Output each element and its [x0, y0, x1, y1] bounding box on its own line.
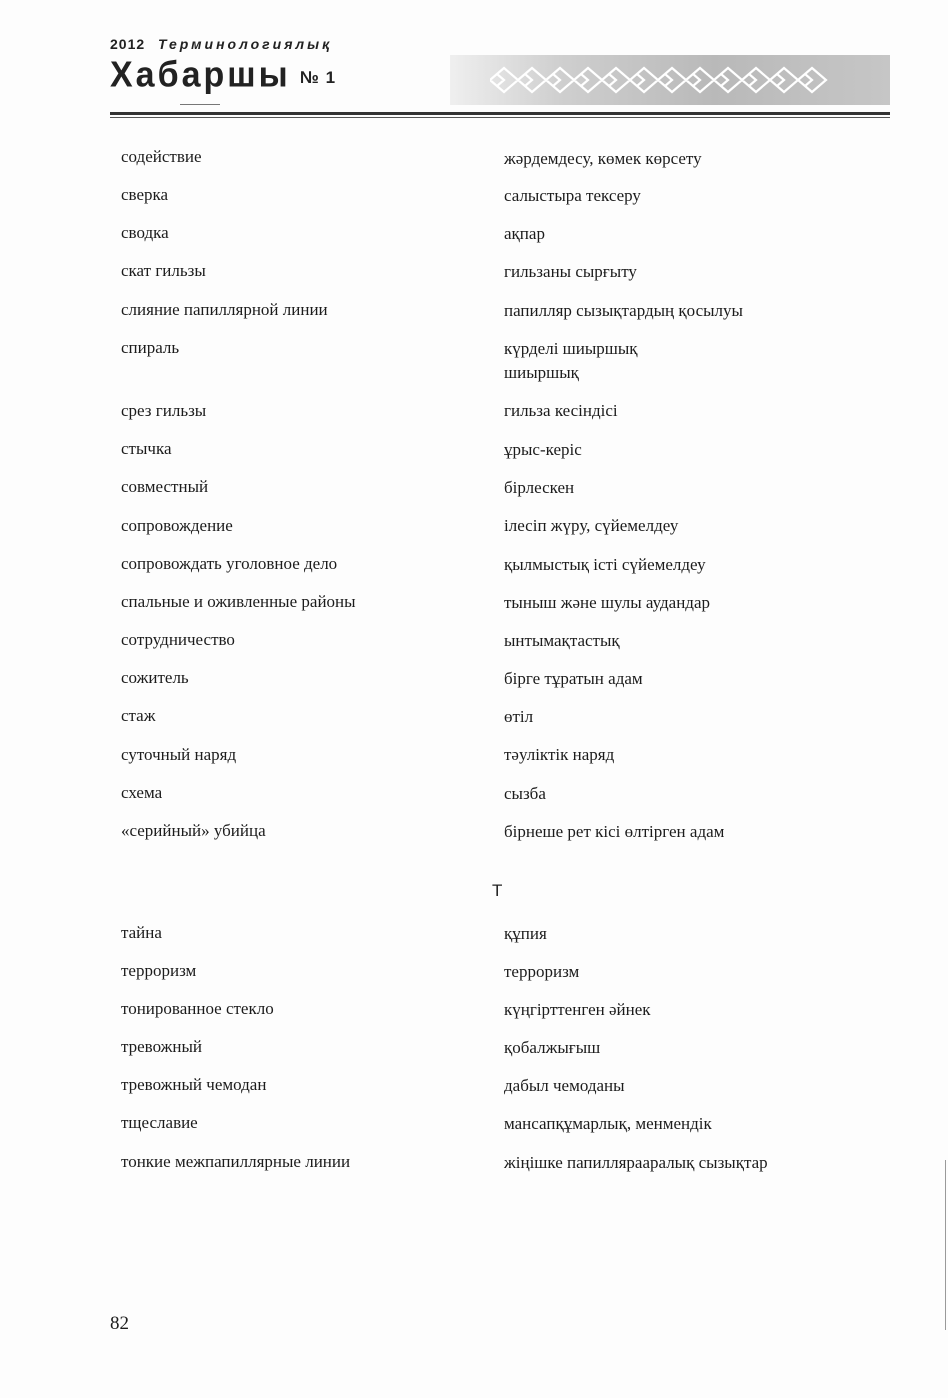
header-title: Хабаршы	[110, 55, 291, 95]
term-ru: сожитель	[121, 668, 189, 687]
term-kk: бірлескен	[504, 478, 575, 497]
term-ru: тайна	[121, 923, 162, 942]
term-ru: сводка	[121, 223, 169, 242]
term-kk: ілесіп жүру, сүйемелдеу	[504, 516, 679, 535]
header-year: 2012	[110, 36, 146, 52]
term-ru: сопровождение	[121, 516, 233, 535]
term-kk: жіңішке папиллярааралық сызықтар	[504, 1153, 768, 1172]
term-ru: спираль	[121, 338, 180, 357]
term-kk: тыныш және шулы аудандар	[504, 593, 710, 612]
term-ru: содействие	[121, 147, 202, 166]
term-kk: тәуліктік наряд	[504, 745, 615, 764]
header-divider-thin	[110, 117, 890, 118]
term-ru: сопровождать уголовное дело	[121, 554, 338, 573]
term-kk: құпия	[504, 924, 547, 943]
term-kk: салыстыра тексеру	[504, 186, 641, 205]
page-header	[110, 36, 890, 120]
term-kk: гильза кесіндісі	[504, 401, 618, 420]
section-letter: Т	[492, 881, 503, 900]
term-ru: схема	[121, 783, 163, 802]
term-kk: бірге тұратын адам	[504, 669, 643, 688]
term-ru: тонированное стекло	[121, 999, 274, 1018]
term-kk: мансапқұмарлық, менмендік	[504, 1114, 712, 1133]
header-issue: № 1	[300, 68, 337, 87]
term-ru: тревожный чемодан	[121, 1075, 267, 1094]
term-kk: ұрыс-керіс	[504, 440, 582, 459]
term-kk: күңгірттенген әйнек	[504, 1000, 651, 1019]
header-divider-short	[180, 104, 220, 105]
page-edge-shadow	[945, 1160, 946, 1330]
term-kk: ақпар	[504, 224, 545, 243]
term-kk: гильзаны сырғыту	[504, 262, 637, 281]
term-ru: «серийный» убийца	[121, 821, 266, 840]
term-ru: терроризм	[121, 961, 197, 980]
term-kk: ынтымақтастық	[504, 631, 620, 650]
term-ru: спальные и оживленные районы	[121, 592, 356, 611]
term-ru: сверка	[121, 185, 169, 204]
header-journal-line: Терминологиялық	[158, 36, 333, 52]
term-ru: тревожный	[121, 1037, 203, 1056]
term-ru: сотрудничество	[121, 630, 235, 649]
term-ru: тонкие межпапиллярные линии	[121, 1152, 351, 1171]
term-ru: совместный	[121, 477, 209, 496]
term-kk: терроризм	[504, 962, 580, 981]
term-kk: дабыл чемоданы	[504, 1076, 625, 1095]
term-kk: жәрдемдесу, көмек көрсету	[504, 149, 702, 168]
term-ru: суточный наряд	[121, 745, 237, 764]
term-ru: стычка	[121, 439, 172, 458]
page-number: 82	[110, 1313, 129, 1334]
term-ru: тщеславие	[121, 1113, 198, 1132]
term-kk: папилляр сызықтардың қосылуы	[504, 301, 743, 320]
header-divider-thick	[110, 112, 890, 115]
ornament-pattern-icon	[490, 62, 840, 98]
term-ru: скат гильзы	[121, 261, 206, 280]
term-kk: күрделі шиыршық шиыршық	[504, 339, 638, 382]
term-kk: бірнеше рет кісі өлтірген адам	[504, 822, 725, 841]
term-ru: слияние папиллярной линии	[121, 300, 328, 319]
term-kk: қылмыстық істі сүйемелдеу	[504, 555, 706, 574]
term-ru: срез гильзы	[121, 401, 207, 420]
term-kk: қобалжығыш	[504, 1038, 601, 1057]
term-kk: сызба	[504, 784, 546, 803]
term-ru: стаж	[121, 706, 156, 725]
term-kk: өтіл	[504, 707, 534, 726]
